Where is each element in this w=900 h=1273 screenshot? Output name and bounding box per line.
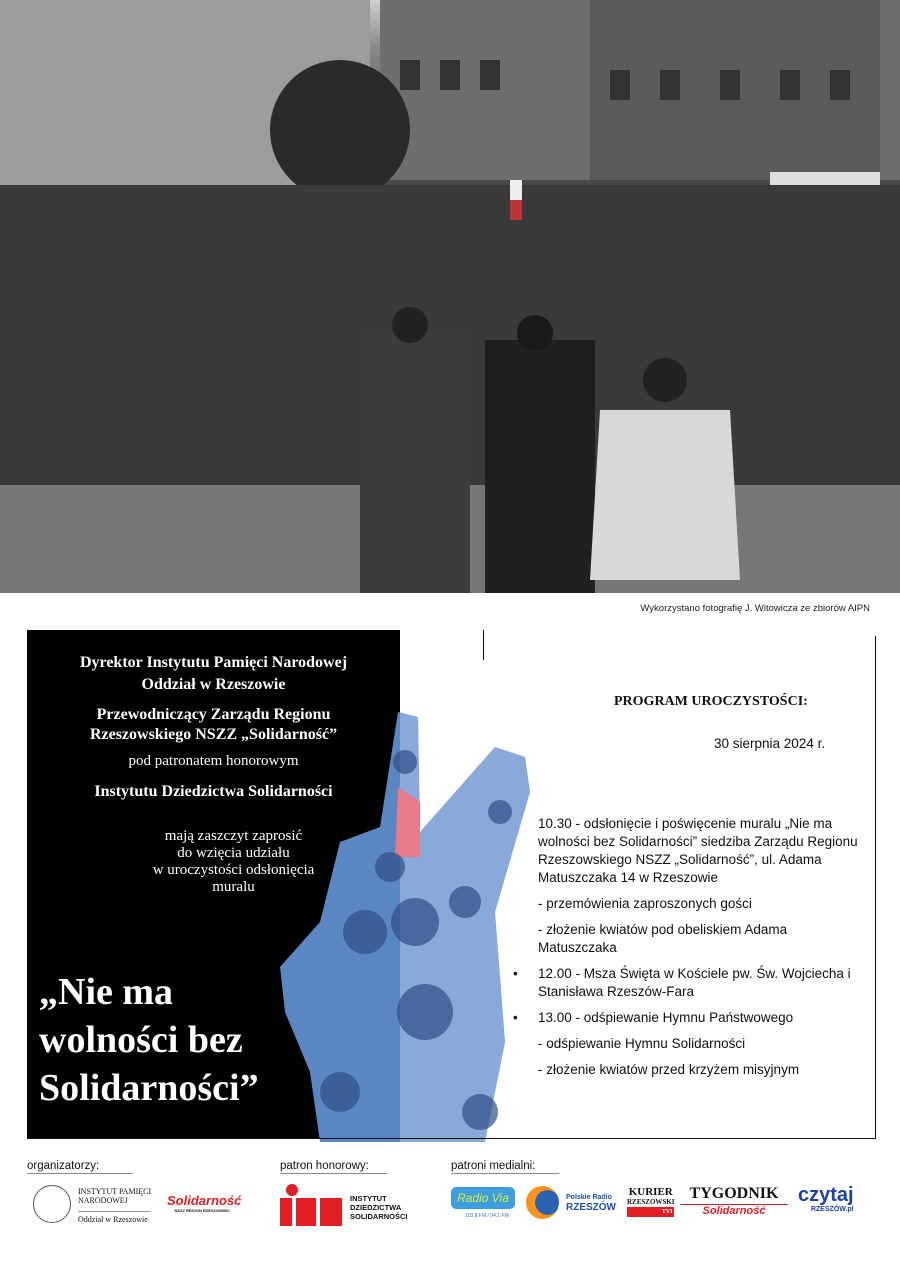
honorary-patron-label: patron honorowy: xyxy=(280,1160,387,1174)
czytaj-name: czytaj xyxy=(798,1184,854,1206)
ipn-branch: Oddział w Rzeszowie xyxy=(78,1211,151,1224)
solidarnosc-sub: NSZZ REGION RZESZOWSKI xyxy=(174,1208,230,1213)
ids-mark-icon xyxy=(280,1184,344,1226)
frame-line xyxy=(483,630,484,660)
ipn-name: NARODOWEJ xyxy=(78,1196,128,1205)
invitation-line: w uroczystości odsłonięcia xyxy=(152,862,315,878)
frame-line xyxy=(27,1138,876,1139)
invitation-line: Przewodniczący Zarządu Regionu xyxy=(96,706,331,723)
invitation-line: do wzięcia udziału xyxy=(177,845,290,861)
invitation-line: Dyrektor Instytutu Pamięci Narodowej xyxy=(79,654,348,671)
ids-logo xyxy=(280,1184,408,1231)
mural-title-line: „Nie ma xyxy=(39,971,174,1013)
program-item: - złożenie kwiatów pod obeliskiem Adama Matuszczaka xyxy=(538,922,788,955)
program-item: • 12.00 - Msza Święta w Kościele pw. Św. Wojciecha i Stanisława Rzeszów-Fara xyxy=(538,965,868,1001)
frame-line xyxy=(875,636,876,1138)
crowd-photo xyxy=(0,0,900,593)
radio-via-logo: Radio Via xyxy=(451,1187,515,1209)
organizers-label: organizatorzy: xyxy=(27,1160,133,1174)
program-item: - przemówienia zaproszonych gości xyxy=(538,896,752,911)
invitation-line: pod patronatem honorowym xyxy=(128,753,299,769)
program-item: • 13.00 - odśpiewanie Hymnu Państwowego xyxy=(538,1009,868,1027)
solidarnosc-logo xyxy=(167,1185,242,1213)
ids-name: DZIEDZICTWA xyxy=(350,1203,402,1212)
ids-name: SOLIDARNOŚCI xyxy=(350,1212,408,1221)
invitation-line: Oddział w Rzeszowie xyxy=(141,676,286,693)
polskie-radio-city: RZESZÓW xyxy=(566,1202,616,1213)
program-list xyxy=(538,815,868,1087)
czytaj-logo xyxy=(798,1184,854,1213)
photo-caption: Wykorzystano fotografię J. Witowicza ze zbiorów AIPN xyxy=(640,603,870,614)
tygodnik-name: TYGODNIK xyxy=(689,1185,779,1202)
invitation-line: Instytutu Dziedzictwa Solidarności xyxy=(94,783,333,800)
czytaj-city: RZESZÓW.pl xyxy=(810,1206,854,1213)
program-item: 10.30 - odsłonięcie i poświęcenie muralu „Nie ma wolności bez Solidarności” siedziba Zarządu Regionu Rzeszowskiego NSZZ „Solidarność”, ul. Adama Matuszczaka 14 w Rzeszowie xyxy=(538,816,858,885)
kurier-logo xyxy=(627,1187,674,1217)
invitation-line: muralu xyxy=(212,879,255,895)
polskie-radio-logo xyxy=(566,1193,616,1213)
polskie-radio-icon xyxy=(526,1186,559,1219)
crowd-photo-illustration xyxy=(0,0,900,593)
ipn-seal-icon xyxy=(33,1185,71,1223)
program-item: - złożenie kwiatów przed krzyżem misyjnym xyxy=(538,1062,800,1077)
program-item: - odśpiewanie Hymnu Solidarności xyxy=(538,1036,746,1051)
kurier-name: RZESZOWSKI xyxy=(627,1198,675,1206)
media-patrons-label: patroni medialni: xyxy=(451,1160,559,1174)
tygodnik-logo xyxy=(680,1186,788,1217)
ipn-name: INSTYTUT PAMIĘCI xyxy=(78,1187,152,1196)
invitation-line: mają zaszczyt zaprosić xyxy=(164,828,303,844)
mural-title-line: Solidarności” xyxy=(39,1067,259,1109)
tygodnik-sub: Solidarność xyxy=(680,1204,788,1217)
victory-hand-mural xyxy=(280,712,540,1142)
kurier-name: KURIER xyxy=(628,1186,673,1198)
solidarnosc-wordmark: Solidarność xyxy=(167,1193,242,1208)
ids-name: INSTYTUT xyxy=(350,1194,387,1203)
kurier-tv: TVI xyxy=(627,1207,674,1217)
invitation-line: Rzeszowskiego NSZZ „Solidarność” xyxy=(89,726,338,743)
program-title: PROGRAM UROCZYSTOŚCI: xyxy=(614,694,808,709)
mural-title-line: wolności bez xyxy=(39,1019,243,1061)
polskie-radio-name: Polskie Radio xyxy=(566,1194,612,1201)
radio-via-frequency: 103,8 FM / 94,1 FM xyxy=(465,1213,509,1219)
program-date: 30 sierpnia 2024 r. xyxy=(714,736,826,751)
